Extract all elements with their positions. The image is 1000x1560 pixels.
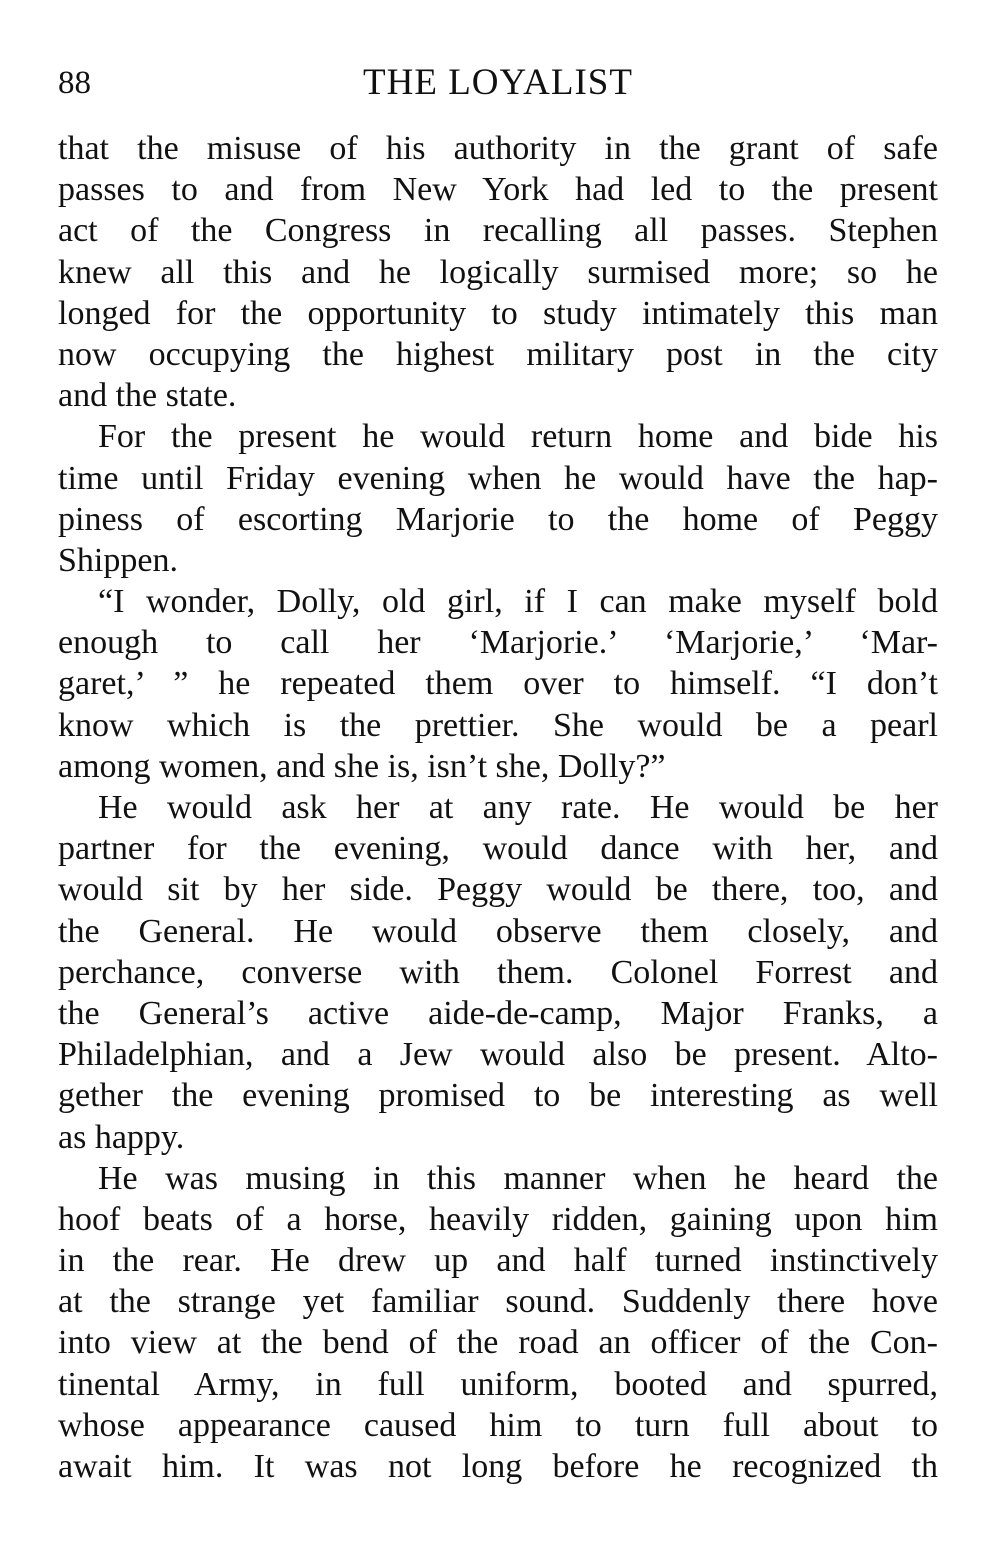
text-line: time until Friday evening when he would have the hap- <box>58 459 938 497</box>
text-line: among women, and she is, isn’t she, Dolly?” <box>58 747 666 785</box>
text-line: Philadelphian, and a Jew would also be present. Alto- <box>58 1036 938 1074</box>
running-head <box>58 58 938 108</box>
text-line: perchance, converse with them. Colonel Forrest and <box>58 953 938 991</box>
text-line: the General. He would observe them closely, and <box>58 912 938 950</box>
text-line: as happy. <box>58 1118 185 1156</box>
text-line: hoof beats of a horse, heavily ridden, gaining upon him <box>58 1200 938 1238</box>
running-title: THE LOYALIST <box>363 62 633 103</box>
text-line: know which is the prettier. She would be a pearl <box>58 706 938 744</box>
text-line: longed for the opportunity to study intimately this man <box>58 294 938 332</box>
paragraph-first-line: He was musing in this manner when he heard the <box>98 1159 938 1197</box>
text-line: act of the Congress in recalling all passes. Stephen <box>58 212 938 250</box>
paragraph-first-line: “I wonder, Dolly, old girl, if I can make myself bold <box>98 583 938 621</box>
text-line: Shippen. <box>58 541 178 579</box>
text-line: knew all this and he logically surmised more; so he <box>58 253 938 291</box>
text-line: that the misuse of his authority in the grant of safe <box>58 130 938 167</box>
text-line: now occupying the highest military post in the city <box>58 335 938 373</box>
body-text <box>58 128 938 1487</box>
text-line: enough to call her ‘Marjorie.’ ‘Marjorie,’ ‘Mar- <box>58 624 938 662</box>
text-line: whose appearance caused him to turn full about to <box>58 1406 938 1444</box>
text-line: would sit by her side. Peggy would be there, too, and <box>58 871 938 909</box>
text-line: await him. It was not long before he recognized th <box>58 1448 938 1485</box>
text-line: at the strange yet familiar sound. Suddenly there hove <box>58 1283 938 1321</box>
paragraph-first-line: He would ask her at any rate. He would be her <box>98 789 938 826</box>
text-line: the General’s active aide-de-camp, Major Franks, a <box>58 994 938 1032</box>
text-line: gether the evening promised to be interesting as well <box>58 1077 938 1115</box>
text-line: tinental Army, in full uniform, booted and spurred, <box>58 1365 938 1403</box>
text-line: and the state. <box>58 377 237 415</box>
text-line: passes to and from New York had led to the present <box>58 171 938 209</box>
text-line: garet,’ ” he repeated them over to himself. “I don’t <box>58 665 938 703</box>
page-number: 88 <box>58 65 91 101</box>
text-line: into view at the bend of the road an officer of the Con- <box>58 1324 938 1362</box>
text-line: in the rear. He drew up and half turned instinctively <box>58 1242 938 1280</box>
text-line: piness of escorting Marjorie to the home of Peggy <box>58 500 938 538</box>
text-line: partner for the evening, would dance with her, and <box>58 830 938 868</box>
book-page <box>58 58 938 1487</box>
paragraph-first-line: For the present he would return home and bide his <box>98 418 938 456</box>
